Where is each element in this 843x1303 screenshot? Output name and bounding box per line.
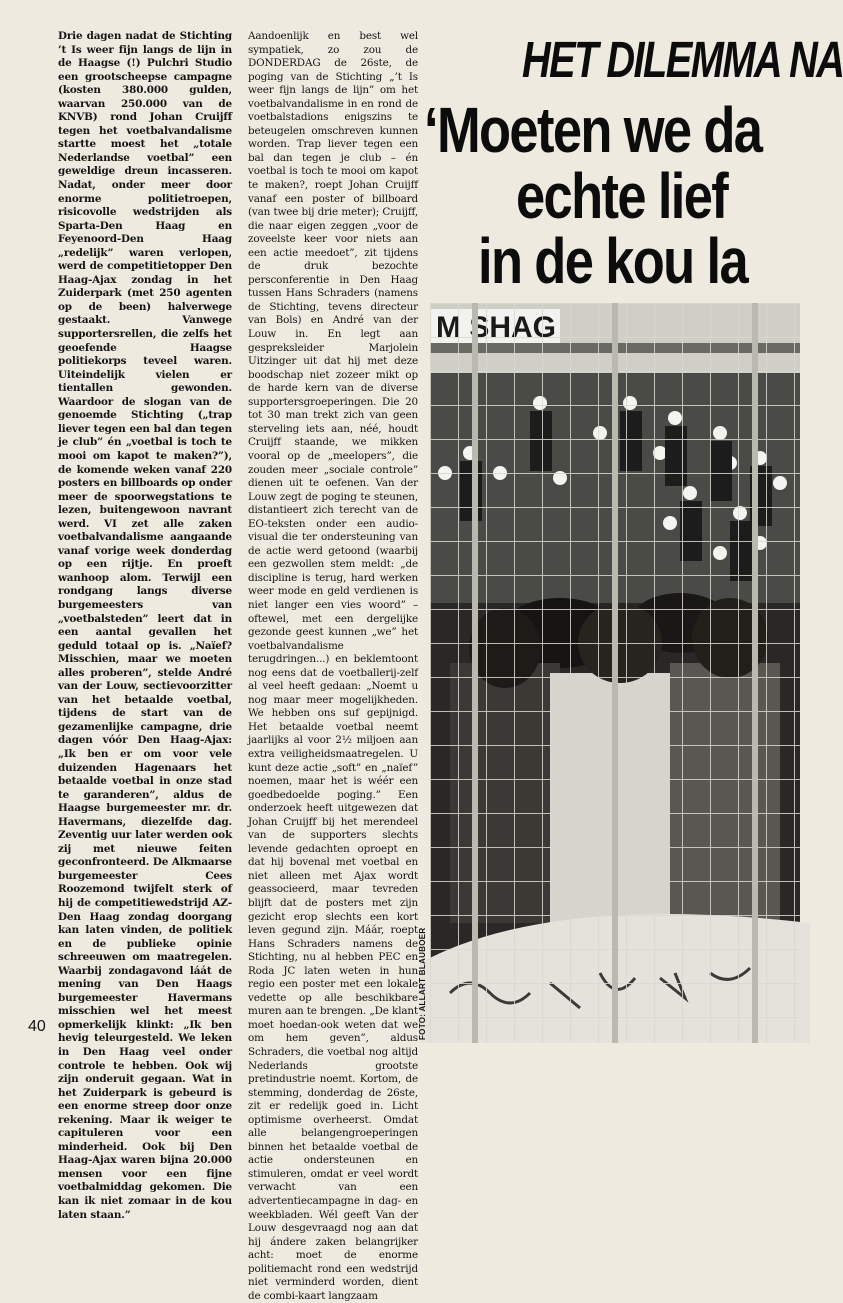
headline-title-line-2: echte lief bbox=[516, 160, 728, 232]
article-column-1: Drie dagen nadat de Stichting ’t Is weer fijn langs de lijn in de Haagse (!) Pulchri Studio een grootscheepse campagne (kosten 380.000 gulden, waarvan 250.000 van de KNVB) rond Johan Cruijff tegen het voetbalvandalisme startte moest het „totale Nederlandse voetbal” een geweldige dreun incasseren. Nadat, onder meer door enorme politietroepen, risicovolle wedstrijden als Sparta-Den Haag en Feyenoord-Den Haag „redelijk” waren verlopen, werd de competitietopper Den Haag-Ajax zondag in het Zuiderpark (met 250 agenten op de been) halverwege gestaakt. Vanwege supportersrellen, die zelfs het geoefende Haagse politiekorps teveel waren. Uiteindelijk vielen er tientallen gewonden. Waardoor de slogan van de genoemde Stichting („trap liever tegen een bal dan tegen je club” én „voetbal is toch te mooi om kapot te maken?”), de komende weken vanaf 220 posters en billboards op onder meer de spoorwegstations te lezen, buitengewoon navrant werd. VI zet alle zaken voetbalvandalisme aangaande vanaf vorige week donderdag op een rijtje. En proeft wanhoop alom. Terwijl een rondgang langs diverse burgemeesters van „voetbalsteden” leert dat in een aantal gevallen het geduld totaal op is. „Naïef? Misschien, maar we moeten alles proberen”, stelde André van der Louw, sectievoorzitter van het betaalde voetbal, tijdens de start van de gezamenlijke campagne, drie dagen vóór Den Haag-Ajax: „Ik ben er om voor vele duizenden Hagenaars het betaalde voetbal in onze stad te garanderen”, aldus de Haagse burgemeester mr. dr. Havermans, diezelfde dag. Zeventig uur later werden ook zij met nieuwe feiten geconfronteerd. De Alkmaarse burgemeester Cees Roozemond twijfelt sterk of hij de competitiewedstrijd AZ-Den Haag zondag doorgang kan laten vinden, de politiek en de publieke opinie schreeuwen om maatregelen. Waarbij zondagavond láát de mening van Den Haags burgemeester Havermans misschien wel het meest opmerkelijk klinkt: „Ik ben hevig teleurgesteld. We leken in Den Haag veel onder controle te hebben. Ook wij zijn onderuit gegaan. Wat in het Zuiderpark is gebeurd is een enorme streep door onze rekening. Maar ik weiger te capituleren voor een minderheid. Ook bij Den Haag-Ajax waren bijna 20.000 mensen voor een fijne voetbalmiddag gekomen. Die kan ik niet zomaar in de kou laten staan.” bbox=[58, 30, 232, 1221]
headline-title-line-1: ‘Moeten we da bbox=[424, 94, 762, 166]
photo-riot-police-fence bbox=[430, 303, 800, 1043]
headline-title-line-3: in de kou la bbox=[478, 225, 748, 297]
article-column-2: Aandoenlijk en best wel sympatiek, zo zou de DONDERDAG de 26ste, de poging van de Stichting „’t Is weer fijn langs de lijn” om het voetbalvandalisme in en rond de voetbalstadions enigszins te beteugelen omschreven kunnen worden. Trap liever tegen een bal dan tegen je club – én voetbal is toch te mooi om kapot te maken?, roept Johan Cruijff vanaf een poster of billboard (van twee bij drie meter); Cruijff, die naar eigen zeggen „voor de zoveelste keer voor niets aan een actie meedoet”, zit tijdens de druk bezochte persconferentie in Den Haag tussen Hans Schraders (namens de Stichting, tevens directeur van Bols) en André van der Louw in. En legt aan gespreksleider Marjolein Uitzinger uit dat hij met deze boodschap niet zozeer mikt op de harde kern van de diverse supportersgroeperingen. Die 20 tot 30 man trekt zich van geen sterveling iets aan, néé, houdt Cruijff staande, we mikken vooral op de „meelopers”, die zouden meer „sociale controle” dienen uit te oefenen. Van der Louw zegt de poging te steunen, distantieert zich terecht van de EO-teksten onder een audio-visual die ter ondersteuning van de actie werd getoond (waarbij een gezwollen stem meldt: „de discipline is terug, hard werken weer mode en geld verdienen is niet langer een vies woord” – oftewel, met een dergelijke gezonde geest kunnen „we” het voetbalvandalisme terugdringen...) en beklemtoont nog eens dat de voetballerij-zelf al veel heeft gedaan: „Noemt u nog maar meer mogelijkheden. We hebben ons suf gepijnigd. Het betaalde voetbal neemt jaarlijks al voor 2½ miljoen aan extra veiligheidsmaatregelen. U kunt deze actie „soft” en „naïef” noemen, maar het is wéér een goedbedoelde poging.” Een onderzoek heeft uitgewezen dat Johan Cruijff bij het merendeel van de supporters slechts levende gedachten oproept en dat hij bovenal met voetbal en niet alleen met Ajax wordt geassocieerd, maar tevreden blijft dat de posters met zijn gezicht erop slechts een kort leven gegund zijn. Máár, roept Hans Schraders namens de Stichting, nu al hebben PEC en Roda JC laten weten in hun regio een poster met een lokale vedette op alle beschikbare muren aan te brengen. „De klant moet hoedan-ook weten dat we om hem geven”, aldus Schraders, die voetbal nog altijd Nederlands grootste pretindustrie noemt. Kortom, de stemming, donderdag de 26ste, zit er redelijk goed in. Licht optimisme overheerst. Omdat alle belangengroeperingen binnen het betaalde voetbal de actie ondersteunen en stimuleren, omdat er veel wordt verwacht van een advertentiecampagne in dag- en weekbladen. Wél geeft Van der Louw desgevraagd nog aan dat hij ándere zaken belangrijker acht: moet de enorme politiemacht rond een wedstrijd niet verminderd worden, dient de combi-kaart langzaam bbox=[248, 30, 418, 1302]
photo-credit: FOTO: ALLART BLAUBOER bbox=[418, 927, 427, 1040]
headline-kicker: HET DILEMMA NA bbox=[522, 31, 843, 88]
page-number: 40 bbox=[28, 1018, 46, 1035]
